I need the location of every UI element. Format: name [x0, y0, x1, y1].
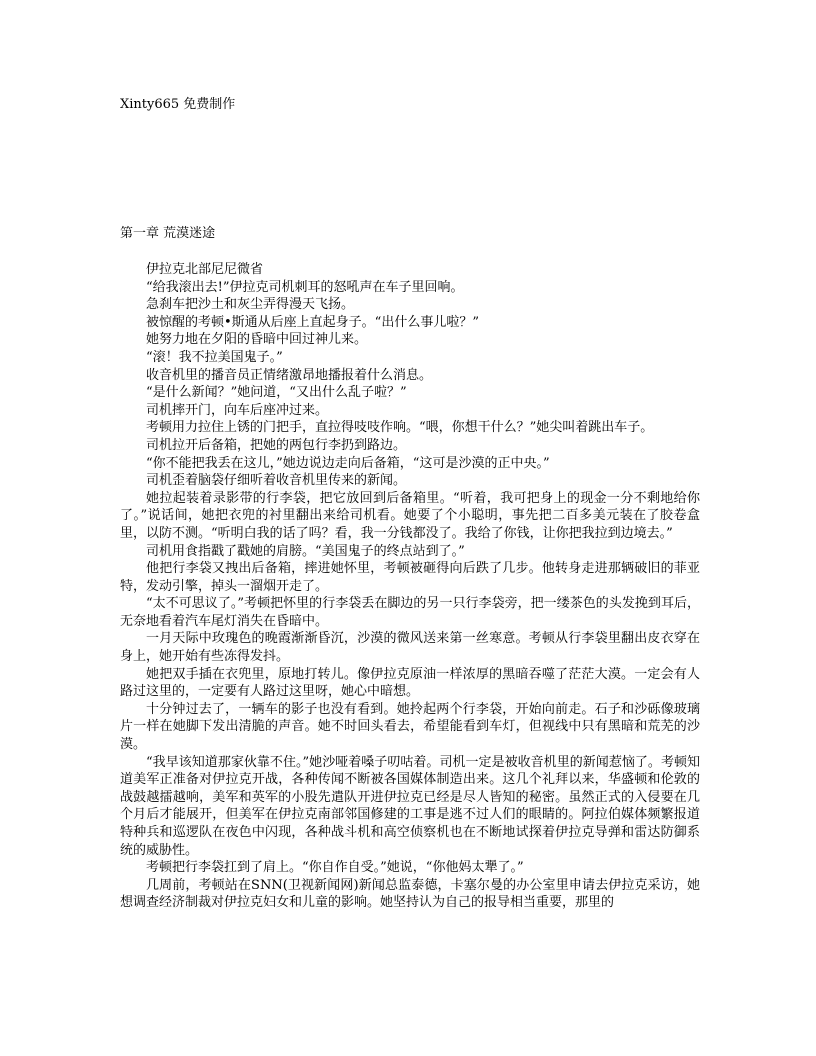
- paragraph: 她把双手插在衣兜里，原地打转儿。像伊拉克原油一样浓厚的黑暗吞噬了茫茫大漠。一定会有人路过这里的，一定要有人路过这里呀，她心中暗想。: [120, 666, 700, 700]
- paragraph: 收音机里的播音员正情绪激昂地播报着什么消息。: [146, 367, 433, 383]
- paragraph: 她拉起装着录影带的行李袋，把它放回到后备箱里。“听着，我可把身上的现金一分不剩地给你了。”说话间，她把衣兜的衬里翻出来给司机看。她要了个小聪明，事先把二百多美元装在了胶卷盒里，以防不测。“听明白我的话了吗？看，我一分钱都没了。我给了你钱，让你把我拉到边境去。”: [120, 490, 700, 541]
- paragraph: “给我滚出去!”伊拉克司机刺耳的怒吼声在车子里回响。: [146, 279, 464, 295]
- paragraph: 她努力地在夕阳的昏暗中回过神儿来。: [146, 332, 368, 348]
- paragraph: 被惊醒的考顿•斯通从后座上直起身子。“出什么事儿啦？”: [146, 314, 479, 330]
- paragraph: 司机用食指戳了戳她的肩膀。“美国鬼子的终点站到了。”: [146, 543, 465, 559]
- paragraph: 考顿把行李袋扛到了肩上。“你自作自受。”她说，“你他妈太犟了。”: [146, 860, 524, 876]
- paragraph: 考顿用力拉住上锈的门把手，直拉得吱吱作响。“喂，你想干什么？”她尖叫着跳出车子。: [146, 420, 654, 436]
- paragraph: 几周前，考顿站在SNN(卫视新闻网)新闻总监泰德，卡塞尔曼的办公室里申请去伊拉克采访，她想调查经济制裁对伊拉克妇女和儿童的影响。她坚持认为自己的报导相当重要，那里的: [120, 877, 700, 911]
- paragraph: “我早该知道那家伙靠不住。”她沙哑着嗓子叨咕着。司机一定是被收音机里的新闻惹恼了。考顿知道美军正准备对伊拉克开战，各种传闻不断被各国媒体制造出来。这几个礼拜以来，华盛顿和伦敦的战鼓越擂越响，美军和英军的小股先遣队开进伊拉克已经是尽人皆知的秘密。虽然正式的入侵要在几个月后才能展开，但美军在伊拉克南部邻国修建的工事是逃不过人们的眼睛的。阿拉伯媒体频繁报道特种兵和巡逻队在夜色中闪现，各种战斗机和高空侦察机也在不断地试探着伊拉克导弹和雷达防御系统的威胁性。: [120, 754, 700, 858]
- paragraph: “你不能把我丢在这儿，”她边说边走向后备箱，“这可是沙漠的正中央。”: [146, 455, 550, 471]
- paragraph: “是什么新闻？”她问道，“又出什么乱子啦？”: [146, 385, 407, 401]
- paragraph: “滚！我不拉美国鬼子。”: [146, 349, 283, 365]
- paragraph: 司机拉开后备箱，把她的两包行李扔到路边。: [146, 437, 407, 453]
- chapter-title: 第一章 荒漠迷途: [120, 226, 216, 241]
- paragraph: 他把行李袋又拽出后备箱，摔进她怀里，考顿被砸得向后跌了几步。他转身走进那辆破旧的菲亚特，发动引擎，掉头一溜烟开走了。: [120, 561, 700, 594]
- paragraph: “太不可思议了。”考顿把怀里的行李袋丢在脚边的另一只行李袋旁，把一缕茶色的头发挽到耳后，无奈地看着汽车尾灯消失在昏暗中。: [120, 596, 700, 629]
- page-header: Xinty665 免费制作: [120, 97, 236, 112]
- paragraph: 司机摔开门，向车后座冲过来。: [146, 402, 329, 418]
- paragraph: 一月天际中玫瑰色的晚霞渐渐昏沉，沙漠的微风送来第一丝寒意。考顿从行李袋里翻出皮衣穿在身上，她开始有些冻得发抖。: [120, 631, 700, 665]
- chapter-body: [120, 261, 700, 912]
- paragraph: 司机歪着脑袋仔细听着收音机里传来的新闻。: [146, 473, 407, 489]
- paragraph: 伊拉克北部尼尼微省: [146, 262, 264, 277]
- paragraph: 十分钟过去了，一辆车的影子也没有看到。她拎起两个行李袋，开始向前走。石子和沙砾像玻璃片一样在她脚下发出清脆的声音。她不时回头看去，希望能看到车灯，但视线中只有黑暗和荒芜的沙漠。: [120, 701, 700, 753]
- paragraph: 急刹车把沙土和灰尘弄得漫天飞扬。: [146, 297, 355, 313]
